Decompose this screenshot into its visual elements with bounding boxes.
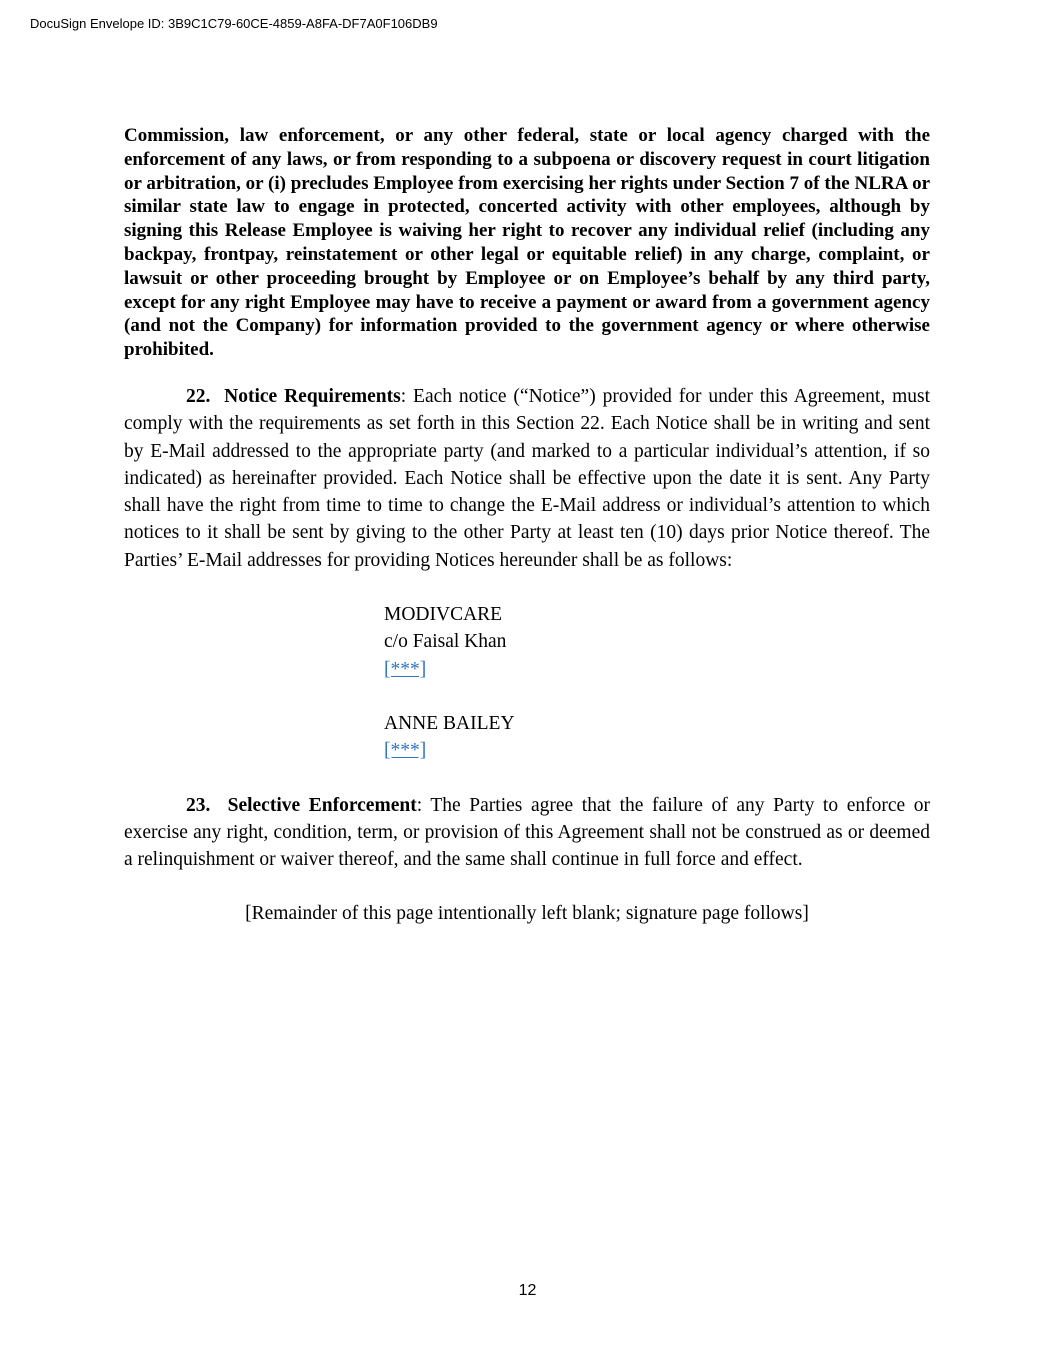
company-attention: c/o Faisal Khan [384,631,507,653]
section-23-heading: Selective Enforcement [227,794,417,816]
company-address-block [384,601,930,683]
employee-name: ANNE BAILEY [384,712,515,734]
remainder-note: [Remainder of this page intentionally left blank; signature page follows] [245,903,809,925]
section-22-heading: Notice Requirements [224,385,401,407]
company-email-link[interactable]: [***] [384,658,427,680]
section-22-number: 22. [186,385,211,407]
docusign-envelope-id: DocuSign Envelope ID: 3B9C1C79-60CE-4859-A8FA-DF7A0F106DB9 [30,16,438,31]
document-body [124,124,930,928]
section-22-notice-requirements [124,383,930,574]
section-23-body: : The Parties agree that the failure of any Party to enforce or exercise any right, condition, term, or provision of this Agreement shall not be construed as or deemed a relinquishment or waiver thereof, and the same shall continue in full force and effect. [124,794,930,871]
company-name: MODIVCARE [384,604,503,626]
section-23-selective-enforcement [124,792,930,874]
section-22-body: : Each notice (“Notice”) provided for under this Agreement, must comply with the requirements as set forth in this Section 22. Each Notice shall be in writing and sent by E-Mail addressed to the appropriate party (and marked to a particular individual’s attention, if so indicated) as hereinafter provided. Each Notice shall be effective upon the date it is sent. Any Party shall have the right from time to time to change the E-Mail address or individual’s attention to which notices to it shall be sent by giving to the other Party at least ten (10) days prior Notice thereof. The Parties’ E-Mail addresses for providing Notices hereunder shall be as follows: [124,385,931,571]
notice-addresses [384,601,930,764]
employee-email-link[interactable]: [***] [384,740,427,762]
page-number: 12 [518,1282,537,1299]
employee-address-block [384,710,930,765]
section-23-number: 23. [186,794,211,816]
continued-release-paragraph: Commission, law enforcement, or any other federal, state or local agency charged with the enforcement of any laws, or from responding to a subpoena or discovery request in court litigation or arbitration, or (i) precludes Employee from exercising her rights under Section 7 of the NLRA or similar state law to engage in protected, concerted activity with other employees, although by signing this Release Employee is waiving her right to recover any individual relief (including any backpay, frontpay, reinstatement or other legal or equitable relief) in any charge, complaint, or lawsuit or other proceeding brought by Employee or on Employee’s behalf by any third party, except for any right Employee may have to receive a payment or award from a government agency (and not the Company) for information provided to the government agency or where otherwise prohibited. [124,125,930,361]
